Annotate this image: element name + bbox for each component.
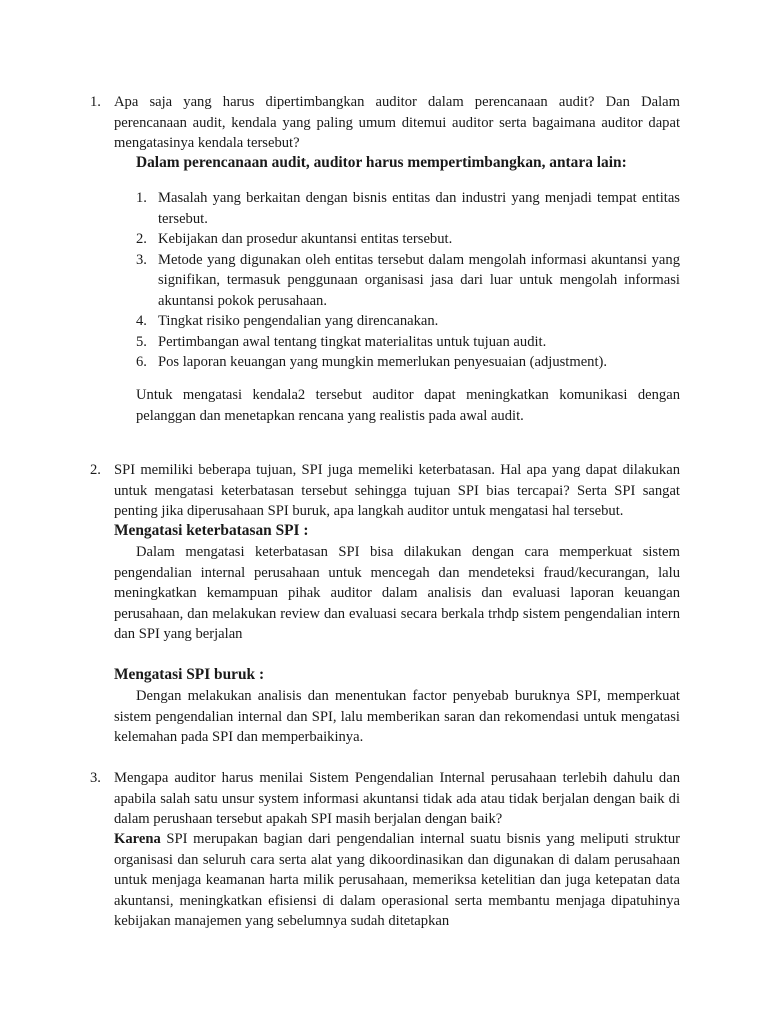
q1-answer-list (136, 188, 680, 373)
q1-list-item (136, 311, 680, 332)
q1-list-item-number: 5. (136, 333, 147, 350)
q1-list-item-text: Kebijakan dan prosedur akuntansi entitas tersebut. (158, 231, 453, 247)
q1-list-item-text: Tingkat risiko pengendalian yang direncanakan. (158, 313, 439, 329)
q3-answer-paragraph (114, 829, 680, 932)
q1-list-item-number: 1. (136, 190, 147, 206)
q1-list-item-number: 6. (136, 354, 147, 370)
q2-heading-keterbatasan: Mengatasi keterbatasan SPI : (114, 522, 309, 539)
q1-list-item-text: Masalah yang berkaitan dengan bisnis entitas dan industri yang menjadi tempat entitas tersebut. (158, 190, 680, 227)
q1-list-item (136, 250, 680, 312)
q1-answer-heading: Dalam perencanaan audit, auditor harus mempertimbangkan, antara lain: (136, 154, 627, 171)
question-2-number: 2. (90, 462, 101, 478)
q1-closing-paragraph: Untuk mengatasi kendala2 tersebut auditor dapat meningkatkan komunikasi dengan pelanggan dan menetapkan rencana yang realistis pada awal audit. (136, 387, 680, 424)
q1-list-item-text: Metode yang digunakan oleh entitas tersebut dalam mengolah informasi akuntansi yang signifikan, termasuk penggunaan organisasi jasa dari luar untuk mengolah informasi akuntansi pokok perusahaan. (158, 251, 680, 309)
question-1-text: Apa saja yang harus dipertimbangkan auditor dalam perencanaan audit? Dan Dalam perencanaan audit, kendala yang paling umum ditemui auditor serta bagaimana auditor dapat mengatasinya kendala tersebut? (114, 94, 680, 151)
q3-answer-text: SPI merupakan bagian dari pengendalian internal suatu bisnis yang meliputi struktur organisasi dan seluruh cara serta alat yang dikoordinasikan dan digunakan di dalam perusahaan untuk menjaga keamanan harta milik perusahaan, memeriksa ketelitian dan juga ketepatan data akuntansi, meningkatkan efisiensi di dalam operasional serta membantu menjaga dipatuhinya kebijakan manajemen yang sebelumnya sudah ditetapkan (114, 831, 680, 929)
q2-heading-spi-buruk: Mengatasi SPI buruk : (114, 666, 265, 683)
q2-answer-spi-buruk: Dengan melakukan analisis dan menentukan factor penyebab buruknya SPI, memperkuat sistem pengendalian internal dan SPI, lalu memberikan saran dan rekomendasi untuk mengatasi kelemahan pada SPI dan memperbaikinya. (114, 688, 680, 745)
q1-list-item (136, 229, 680, 250)
question-3-number: 3. (90, 770, 101, 786)
q1-list-item-number: 3. (136, 251, 147, 268)
q1-list-item-text: Pertimbangan awal tentang tingkat materialitas untuk tujuan audit. (158, 333, 547, 350)
question-3-text: Mengapa auditor harus menilai Sistem Pengendalian Internal perusahaan terlebih dahulu dan apabila salah satu unsur system informasi akuntansi tidak ada atau tidak berjalan dengan baik di dalam perushaan tersebut apakah SPI masih berjalan dengan baik? (114, 770, 680, 827)
q1-list-item-number: 4. (136, 313, 147, 329)
q1-list-item (136, 188, 680, 229)
question-1-number: 1. (90, 94, 101, 110)
question-2-text: SPI memiliki beberapa tujuan, SPI juga memeliki keterbatasan. Hal apa yang dapat dilakukan untuk mengatasi keterbatasan tersebut sehingga tujuan SPI bias tercapai? Serta SPI sangat penting jika diperusahaan SPI buruk, apa langkah auditor untuk mengatasi hal tersebut. (114, 462, 680, 519)
q3-answer-lead: Karena (114, 831, 161, 847)
q2-answer-keterbatasan: Dalam mengatasi keterbatasan SPI bisa dilakukan dengan cara memperkuat sistem pengendalian internal perusahaan untuk mencegah dan mendeteksi fraud/kecurangan, lalu meningkatkan kemampuan pihak auditor dalam analisis dan evaluasi laporan keuangan perusahaan, dan melakukan review dan evaluasi secara berkala trhdp sistem pengendalian intern dan SPI yang berjalan (114, 544, 680, 642)
q1-list-item-number: 2. (136, 231, 147, 247)
q1-list-item (136, 332, 680, 353)
q1-list-item-text: Pos laporan keuangan yang mungkin memerlukan penyesuaian (adjustment). (158, 354, 608, 370)
q1-list-item (136, 352, 680, 373)
